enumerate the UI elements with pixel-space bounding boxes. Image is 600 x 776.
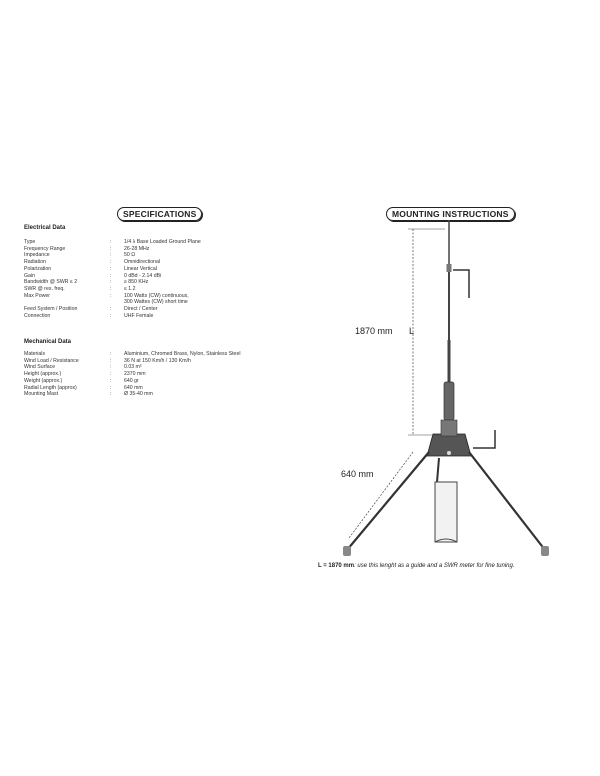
spec-label: SWR @ res. freq.	[24, 285, 65, 292]
spec-row	[24, 306, 274, 313]
spec-row	[24, 293, 274, 300]
spec-value: Linear Vertical	[124, 265, 157, 272]
spec-value: 50 Ω	[124, 252, 136, 259]
spec-value: 0 dBd - 2.14 dBi	[124, 272, 162, 279]
base-collar	[441, 420, 457, 436]
dimension-letter-label: L	[409, 326, 415, 336]
spec-row	[24, 252, 274, 259]
spec-row	[24, 378, 274, 385]
spec-label: Wind Surface	[24, 364, 56, 371]
mounting-footnote	[318, 563, 515, 569]
spec-row	[24, 266, 274, 273]
spec-row	[24, 239, 274, 246]
spec-sep: :	[110, 312, 112, 319]
spec-sep: :	[110, 265, 112, 272]
spec-sep: :	[110, 306, 112, 313]
spec-label: Connection	[24, 312, 51, 319]
spec-row	[24, 286, 274, 293]
spec-row	[24, 279, 274, 286]
spec-value: 0.03 m²	[124, 364, 142, 371]
spec-label: Materials	[24, 351, 46, 357]
spec-sep: :	[110, 279, 112, 286]
spec-row	[24, 391, 274, 398]
spec-value: Direct / Center	[124, 306, 158, 313]
specifications-heading: SPECIFICATIONS	[117, 207, 202, 221]
mounting-instructions-heading: MOUNTING INSTRUCTIONS	[386, 207, 515, 221]
spec-label: Type	[24, 239, 36, 245]
spec-row	[24, 385, 274, 392]
radial-right	[469, 452, 545, 550]
spec-sep: :	[110, 239, 112, 245]
dimension-line-radial	[349, 452, 413, 538]
tuning-wrench-lower	[473, 430, 495, 448]
spec-label: Impedance	[24, 252, 50, 259]
spec-value: Omnidirectional	[124, 259, 161, 266]
tuning-wrench-upper	[453, 270, 469, 298]
radial-left-cap	[343, 546, 351, 556]
footnote-bold: L = 1870 mm	[318, 563, 355, 569]
spec-value: 640 gr	[124, 377, 139, 384]
base-connector	[447, 451, 451, 455]
spec-value: 100 Watts (CW) continuous,	[124, 292, 189, 299]
spec-row	[24, 246, 274, 253]
spec-row	[24, 259, 274, 266]
spec-row	[24, 299, 274, 306]
spec-label: Frequency Range	[24, 245, 66, 252]
spec-value: Aluminium, Chromed Brass, Nylon, Stainless Steel	[124, 351, 241, 357]
mounting-mast	[435, 482, 457, 542]
spec-value: ≥ 850 KHz	[124, 279, 149, 286]
spec-label: Feed System / Position	[24, 306, 78, 313]
whip-clamp	[447, 264, 452, 272]
spec-sep: :	[110, 245, 112, 252]
spec-row	[24, 358, 274, 365]
electrical-data-title: Electrical Data	[24, 225, 66, 231]
spec-sep: :	[110, 292, 112, 299]
spec-row	[24, 351, 274, 358]
spec-sep: :	[110, 377, 112, 384]
spec-label: Radiation	[24, 259, 46, 266]
dimension-height-label: 1870 mm	[355, 326, 393, 336]
spec-label: Wind Load / Resistance	[24, 357, 79, 364]
spec-label: Gain	[24, 272, 35, 279]
electrical-data-table	[24, 239, 274, 319]
spec-label: Weight (approx.)	[24, 377, 63, 384]
spec-sep: :	[110, 391, 112, 398]
spec-value: 1/4 λ Base Loaded Ground Plane	[124, 239, 201, 245]
spec-row	[24, 273, 274, 280]
spec-value: ≤ 1.2	[124, 285, 136, 292]
spec-sep: :	[110, 357, 112, 364]
loading-coil	[444, 382, 454, 420]
radial-right-cap	[541, 546, 549, 556]
spec-label: Polarization	[24, 265, 52, 272]
spec-value: 640 mm	[124, 384, 143, 391]
spec-row	[24, 364, 274, 371]
spec-value: Ø 35-40 mm	[124, 391, 153, 398]
spec-sep: :	[110, 285, 112, 292]
spec-label: Bandwidth @ SWR ≤ 2	[24, 279, 78, 286]
mechanical-data-title: Mechanical Data	[24, 339, 72, 345]
spec-sep: :	[110, 252, 112, 259]
spec-label: Height (approx.)	[24, 371, 62, 378]
spec-label	[24, 299, 110, 306]
spec-value: 36 N at 150 Km/h / 130 Km/h	[124, 357, 191, 364]
spec-value: 2370 mm	[124, 371, 146, 378]
spec-value: 300 Wattes (CW) short time	[124, 299, 188, 306]
spec-label: Mounting Mast	[24, 391, 59, 398]
spec-sep	[110, 299, 124, 306]
spec-sep: :	[110, 371, 112, 378]
spec-row	[24, 371, 274, 378]
spec-value: 26-28 MHz	[124, 245, 150, 252]
spec-row	[24, 313, 274, 320]
spec-value: UHF Female	[124, 312, 154, 319]
spec-label: Radial Length (approx)	[24, 384, 77, 391]
mechanical-data-table	[24, 351, 274, 398]
spec-sep: :	[110, 351, 112, 357]
spec-sep: :	[110, 259, 112, 266]
spec-sep: :	[110, 272, 112, 279]
radial-back	[437, 458, 439, 482]
spec-sep: :	[110, 384, 112, 391]
antenna-mounting-diagram	[305, 220, 575, 565]
spec-sep: :	[110, 364, 112, 371]
footnote-text: : use this lenght as a guide and a SWR meter for fine tuning.	[354, 563, 515, 569]
radial-left	[347, 452, 429, 550]
spec-label: Max Power	[24, 292, 50, 299]
dimension-radial-label: 640 mm	[341, 469, 374, 479]
